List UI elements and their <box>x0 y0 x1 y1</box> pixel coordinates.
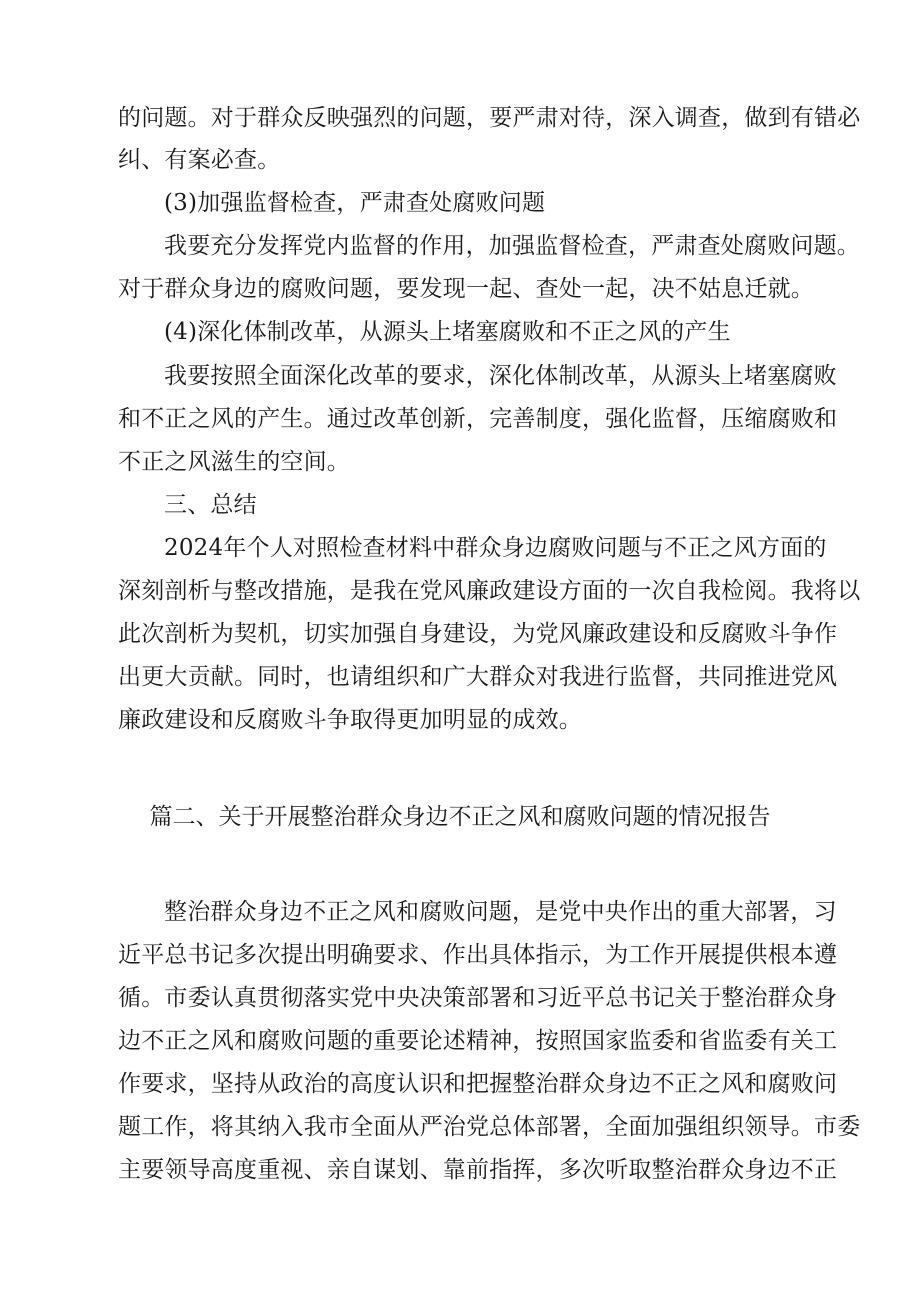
paragraph-line: 的问题。对于群众反映强烈的问题，要严肃对待，深入调查，做到有错必 <box>118 105 861 131</box>
paragraph-line: 我要充分发挥党内监督的作用，加强监督检查，严肃查处腐败问题。 <box>164 233 860 259</box>
paragraph-line: 深刻剖析与整改措施，是我在党风廉政建设方面的一次自我检阅。我将以 <box>118 578 861 604</box>
item-3-heading: (3)加强监督检查，严肃查处腐败问题 <box>164 190 546 216</box>
paragraph-line: 2024年个人对照检查材料中群众身边腐败问题与不正之风方面的 <box>164 535 827 561</box>
paragraph-line: 对于群众身边的腐败问题，要发现一起、查处一起，决不姑息迁就。 <box>118 276 814 302</box>
paragraph-line: 我要按照全面深化改革的要求，深化体制改革，从源头上堵塞腐败 <box>164 363 837 389</box>
paragraph-line: 此次剖析为契机，切实加强自身建设，为党风廉政建设和反腐败斗争作 <box>118 621 838 647</box>
paragraph-line: 题工作，将其纳入我市全面从严治党总体部署，全面加强组织领导。市委 <box>118 1114 861 1140</box>
paragraph-line: 纠、有案必查。 <box>118 147 281 173</box>
paragraph-line: 出更大贡献。同时，也请组织和广大群众对我进行监督，共同推进党风 <box>118 664 838 690</box>
summary-heading: 三、总结 <box>164 492 257 518</box>
paragraph-line: 循。市委认真贯彻落实党中央决策部署和习近平总书记关于整治群众身 <box>118 985 838 1011</box>
item-4-heading: (4)深化体制改革，从源头上堵塞腐败和不正之风的产生 <box>164 319 731 345</box>
paragraph-line: 不正之风滋生的空间。 <box>118 449 350 475</box>
paragraph-line: 主要领导高度重视、亲自谋划、靠前指挥，多次听取整治群众身边不正 <box>118 1157 838 1183</box>
paragraph-line: 作要求，坚持从政治的高度认识和把握整治群众身边不正之风和腐败问 <box>118 1071 838 1097</box>
paragraph-line: 边不正之风和腐败问题的重要论述精神，按照国家监委和省监委有关工 <box>118 1028 838 1054</box>
paragraph-line: 廉政建设和反腐败斗争取得更加明显的成效。 <box>118 707 582 733</box>
paragraph-line: 和不正之风的产生。通过改革创新，完善制度，强化监督，压缩腐败和 <box>118 406 838 432</box>
paragraph-line: 整治群众身边不正之风和腐败问题，是党中央作出的重大部署，习 <box>164 899 837 925</box>
section-title: 篇二、关于开展整治群众身边不正之风和腐败问题的情况报告 <box>149 804 771 830</box>
paragraph-line: 近平总书记多次提出明确要求、作出具体指示，为工作开展提供根本遵 <box>118 942 838 968</box>
